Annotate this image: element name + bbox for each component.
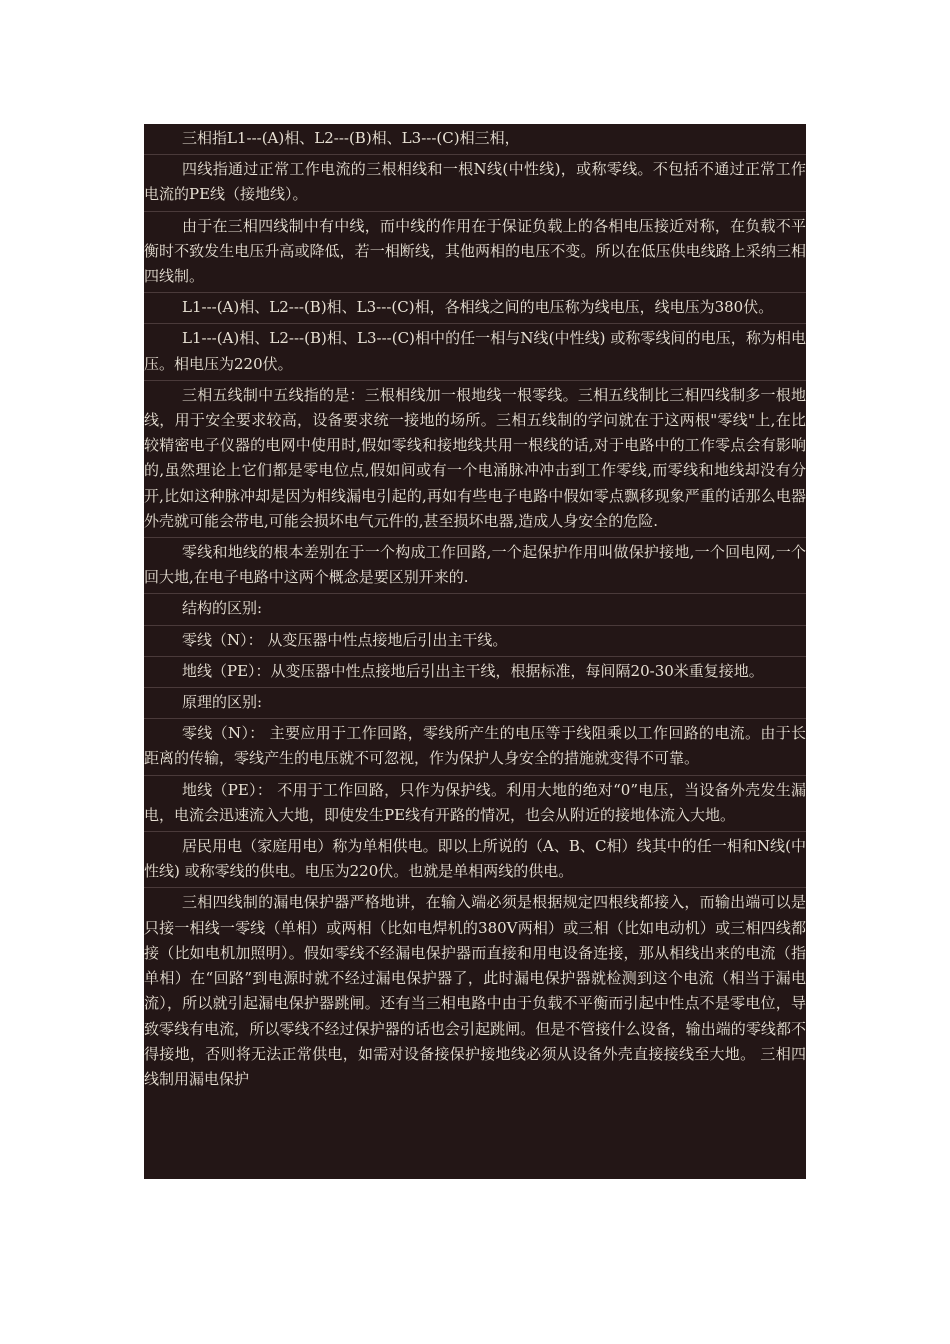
paragraph-neutral-purpose: 由于在三相四线制中有中线，而中线的作用在于保证负载上的各相电压接近对称，在负载不平衡时不致发生电压升高或降低，若一相断线，其他两相的电压不变。所以在低压供电线路上采纳三相四线制。 bbox=[144, 212, 806, 294]
paragraph-four-wire-definition: 四线指通过正常工作电流的三根相线和一根N线(中性线)，或称零线。不包括不通过正常工作电流的PE线（接地线）。 bbox=[144, 155, 806, 211]
paragraph-leakage-protector: 三相四线制的漏电保护器严格地讲，在输入端必须是根据规定四根线都接入，而输出端可以是只接一相线一零线（单相）或两相（比如电焊机的380V两相）或三相（比如电动机）或三相四线都接（比如电机加照明）。假如零线不经漏电保护器而直接和用电设备连接，那从相线出来的电流（指单相）在“回路”到电源时就不经过漏电保护器了，此时漏电保护器就检测到这个电流（相当于漏电流），所以就引起漏电保护器跳闸。还有当三相电路中由于负载不平衡而引起中性点不是零电位，导致零线有电流，所以零线不经过保护器的话也会引起跳闸。但是不管接什么设备，输出端的零线都不得接地，否则将无法正常供电，如需对设备接保护接地线必须从设备外壳直接接线至大地。 三相四线制用漏电保护 bbox=[144, 893, 806, 1088]
paragraph-ground-principle: 地线（PE）： 不用于工作回路，只作为保护线。利用大地的绝对“0”电压，当设备外壳发生漏电，电流会迅速流入大地，即使发生PE线有开路的情况，也会从附近的接地体流入大地。 bbox=[144, 776, 806, 832]
document-body bbox=[144, 124, 806, 1179]
heading-principle-difference: 原理的区别: bbox=[144, 688, 806, 719]
paragraph-line-voltage: L1---(A)相、L2---(B)相、L3---(C)相，各相线之间的电压称为线电压，线电压为380伏。 bbox=[144, 293, 806, 324]
paragraph-three-phase-definition: 三相指L1---(A)相、L2---(B)相、L3---(C)相三相， bbox=[144, 124, 806, 155]
paragraph-neutral-principle: 零线（N）： 主要应用于工作回路，零线所产生的电压等于线阻乘以工作回路的电流。由于长距离的传输，零线产生的电压就不可忽视，作为保护人身安全的措施就变得不可靠。 bbox=[144, 719, 806, 775]
paragraph-phase-voltage: L1---(A)相、L2---(B)相、L3---(C)相中的任一相与N线(中性线) 或称零线间的电压，称为相电压。相电压为220伏。 bbox=[144, 324, 806, 380]
paragraph-five-wire-system: 三相五线制中五线指的是：三根相线加一根地线一根零线。三相五线制比三相四线制多一根地线，用于安全要求较高，设备要求统一接地的场所。三相五线制的学问就在于这两根"零线"上,在比较精密电子仪器的电网中使用时,假如零线和接地线共用一根线的话,对于电路中的工作零点会有影响的,虽然理论上它们都是零电位点,假如间或有一个电涌脉冲冲击到工作零线,而零线和地线却没有分开,比如这种脉冲却是因为相线漏电引起的,再如有些电子电路中假如零点飘移现象严重的话那么电器外壳就可能会带电,可能会损坏电气元件的,甚至损坏电器,造成人身安全的危险. bbox=[144, 381, 806, 538]
paragraph-residential-supply: 居民用电（家庭用电）称为单相供电。即以上所说的（A、B、C相）线其中的任一相和N线(中性线) 或称零线的供电。电压为220伏。也就是单相两线的供电。 bbox=[144, 832, 806, 888]
paragraph-neutral-vs-ground: 零线和地线的根本差别在于一个构成工作回路,一个起保护作用叫做保护接地,一个回电网,一个回大地,在电子电路中这两个概念是要区别开来的. bbox=[144, 538, 806, 594]
paragraph-neutral-structure: 零线（N）： 从变压器中性点接地后引出主干线。 bbox=[144, 626, 806, 657]
paragraph-ground-structure: 地线（PE）：从变压器中性点接地后引出主干线，根据标准，每间隔20-30米重复接地。 bbox=[144, 657, 806, 688]
heading-structure-difference: 结构的区别: bbox=[144, 594, 806, 625]
